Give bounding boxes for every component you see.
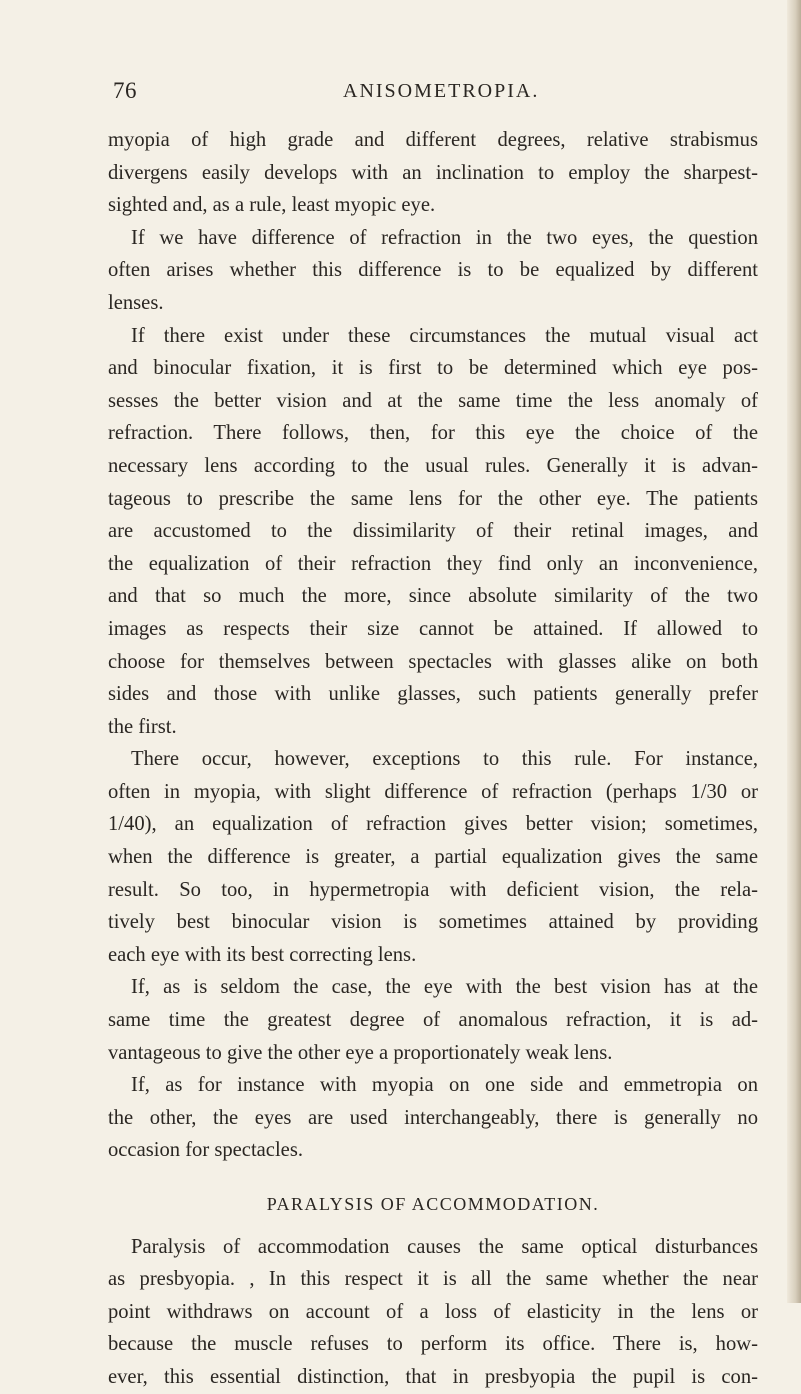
text-line: refraction. There follows, then, for this eye the choice of the (108, 422, 758, 445)
page-body (108, 124, 758, 1394)
text-line: images as respects their size cannot be attained. If allowed to (108, 617, 758, 640)
text-line: Paralysis of accommodation causes the same optical disturbances (131, 1235, 758, 1258)
text-line: result. So too, in hypermetropia with deficient vision, the rela- (108, 878, 758, 901)
text-line: vantageous to give the other eye a proportionately weak lens. (108, 1041, 613, 1064)
text-line: point withdraws on account of a loss of elasticity in the lens or (108, 1300, 758, 1323)
text-line: sides and those with unlike glasses, such patients generally prefer (108, 683, 758, 706)
section-heading: PARALYSIS OF ACCOMMODATION. (266, 1194, 600, 1214)
text-line: and binocular fixation, it is first to be determined which eye pos- (108, 357, 758, 380)
text-line: same time the greatest degree of anomalous refraction, it is ad- (108, 1009, 758, 1032)
text-line: necessary lens according to the usual rules. Generally it is advan- (108, 454, 758, 477)
text-line: tively best binocular vision is sometimes attained by providing (108, 911, 758, 934)
text-line: choose for themselves between spectacles with glasses alike on both (108, 650, 758, 673)
text-line: lenses. (108, 291, 164, 314)
text-line: often in myopia, with slight difference of refraction (perhaps 1/30 or (108, 780, 758, 803)
page-header (113, 78, 755, 108)
text-line: myopia of high grade and different degrees, relative strabismus (108, 129, 758, 151)
text-line: as presbyopia. , In this respect it is all the same whether the near (108, 1268, 758, 1291)
text-line: sesses the better vision and at the same time the less anomaly of (108, 389, 758, 412)
running-head: ANISOMETROPIA. (343, 80, 540, 102)
text-line: occasion for spectacles. (108, 1139, 303, 1162)
text-line: because the muscle refuses to perform its office. There is, how- (108, 1333, 758, 1356)
text-line: the other, the eyes are used interchangeably, there is generally no (108, 1106, 758, 1129)
text-line: If, as for instance with myopia on one side and emmetropia on (131, 1074, 758, 1097)
text-line: If, as is seldom the case, the eye with the best vision has at the (131, 976, 758, 999)
text-line: the equalization of their refraction they find only an inconvenience, (108, 552, 758, 575)
text-line: There occur, however, exceptions to this rule. For instance, (131, 748, 758, 771)
text-line: tageous to prescribe the same lens for the other eye. The patients (108, 487, 758, 510)
page-number: 76 (113, 78, 137, 103)
text-line: If there exist under these circumstances the mutual visual act (131, 324, 758, 347)
text-line: when the difference is greater, a partial equalization gives the same (108, 846, 758, 869)
text-line: sighted and, as a rule, least myopic eye. (108, 194, 436, 217)
text-line: and that so much the more, since absolute similarity of the two (108, 585, 758, 608)
text-line: are accustomed to the dissimilarity of their retinal images, and (108, 520, 758, 543)
text-line: ever, this essential distinction, that in presbyopia the pupil is con- (108, 1365, 758, 1388)
text-line: If we have difference of refraction in the two eyes, the question (131, 226, 758, 249)
text-line: each eye with its best correcting lens. (108, 943, 417, 966)
page-edge (787, 0, 801, 1303)
text-line: often arises whether this difference is to be equalized by different (108, 259, 758, 282)
text-line: 1/40), an equalization of refraction gives better vision; sometimes, (108, 813, 758, 836)
text-line: the first. (108, 715, 177, 738)
text-line: divergens easily develops with an inclination to employ the sharpest- (108, 161, 758, 184)
